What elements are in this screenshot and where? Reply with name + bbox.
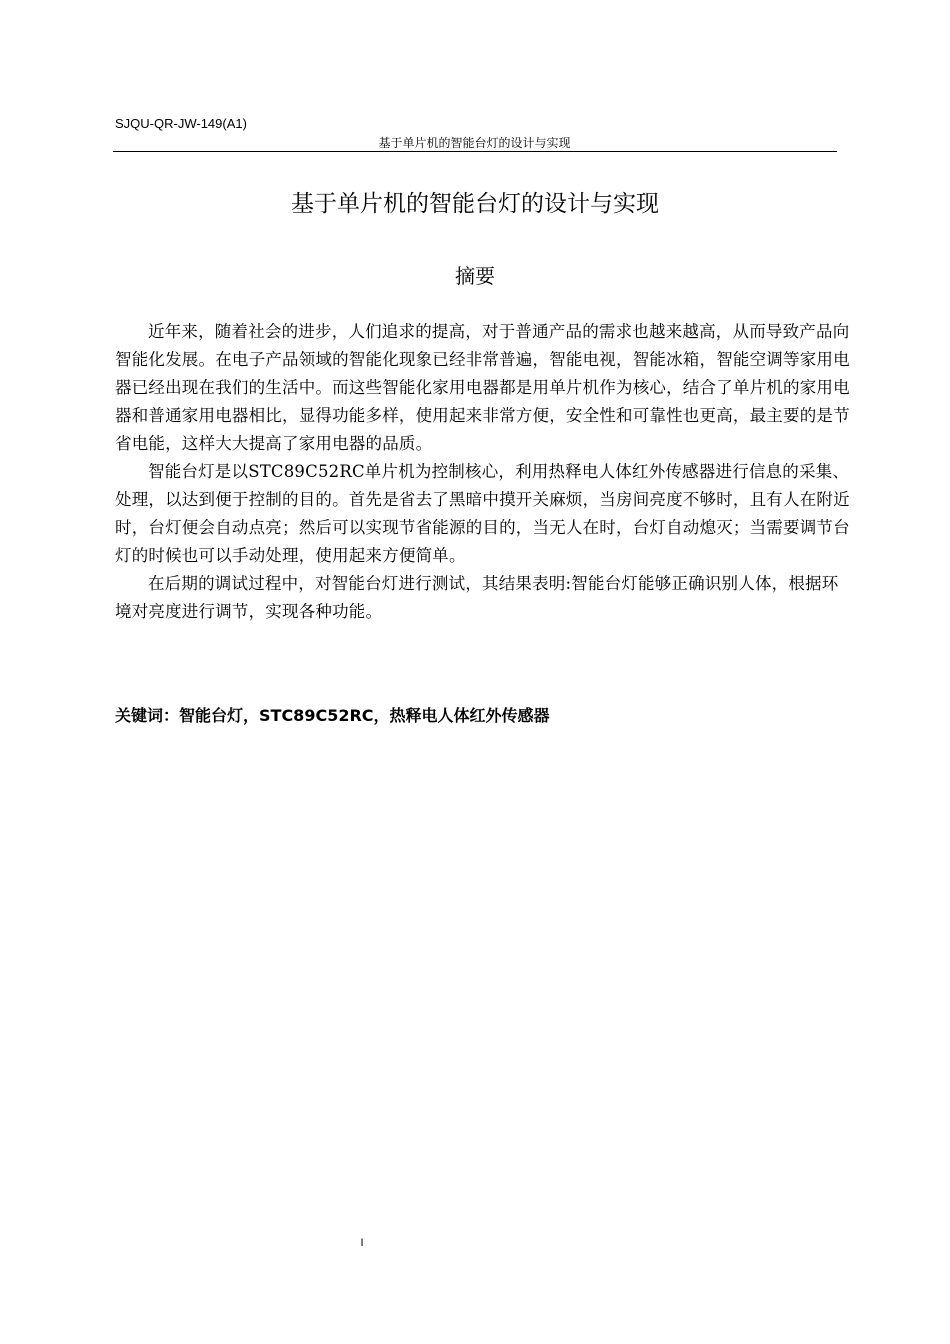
keywords-line: 关键词：智能台灯，STC89C52RC，热释电人体红外传感器 [115, 706, 550, 725]
page-number: I [360, 1237, 364, 1249]
abstract-paragraph-1: 近年来，随着社会的进步，人们追求的提高，对于普通产品的需求也越来越高，从而导致产品向智能化发展。在电子产品领域的智能化现象已经非常普遍，智能电视，智能冰箱，智能空调等家用电器已经出现在我们的生活中。而这些智能化家用电器都是用单片机作为核心，结合了单片机的家用电器和普通家用电器相比，显得功能多样，使用起来非常方便，安全性和可靠性也更高，最主要的是节省电能，这样大大提高了家用电器的品质。 [115, 322, 850, 453]
abstract-body [115, 318, 850, 626]
document-code: SJQU-QR-JW-149(A1) [115, 116, 247, 131]
page-title: 基于单片机的智能台灯的设计与实现 [291, 191, 659, 217]
abstract-paragraph-2: 智能台灯是以STC89C52RC单片机为控制核心，利用热释电人体红外传感器进行信息的采集、处理，以达到便于控制的目的。首先是省去了黑暗中摸开关麻烦，当房间亮度不够时，且有人在附近时，台灯便会自动点亮；然后可以实现节省能源的目的，当无人在时，台灯自动熄灭；当需要调节台灯的时候也可以手动处理，使用起来方便简单。 [115, 462, 850, 565]
running-header: 基于单片机的智能台灯的设计与实现 [378, 136, 571, 150]
header-rule [113, 151, 837, 152]
abstract-heading: 摘要 [455, 264, 495, 288]
abstract-paragraph-3: 在后期的调试过程中，对智能台灯进行测试，其结果表明:智能台灯能够正确识别人体，根据环境对亮度进行调节，实现各种功能。 [115, 574, 839, 621]
